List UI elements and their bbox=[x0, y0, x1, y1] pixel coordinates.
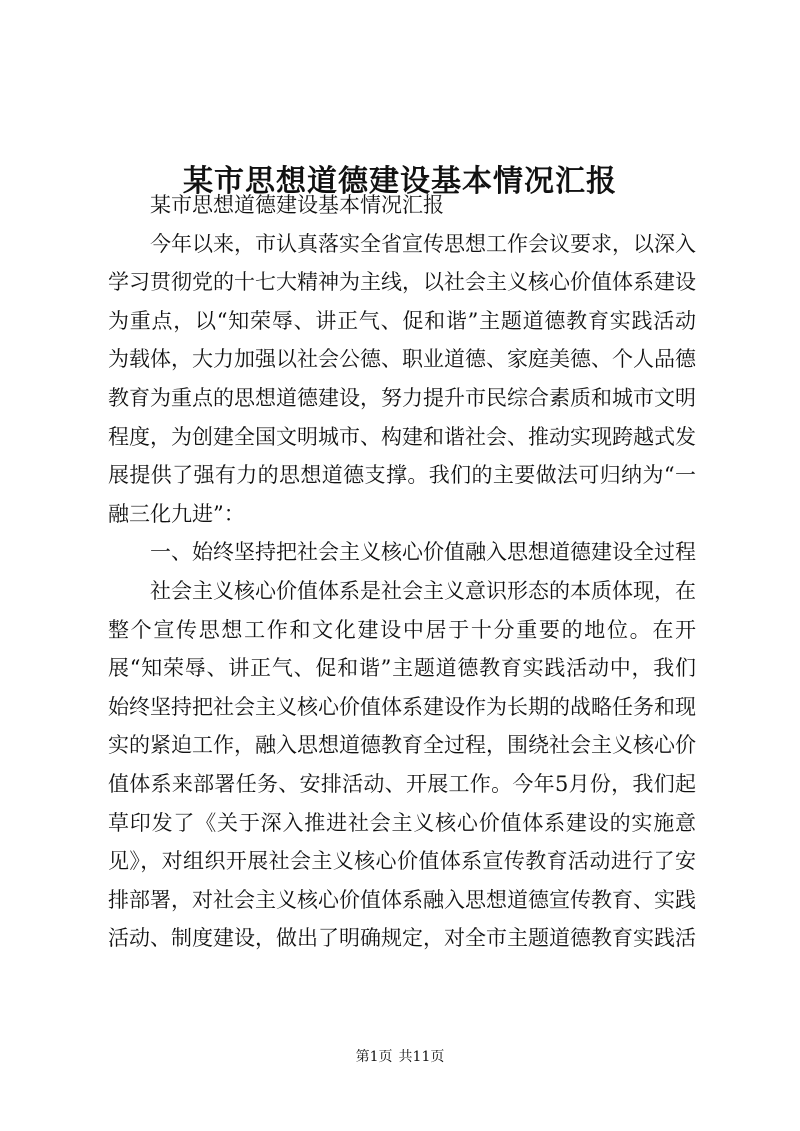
document-body bbox=[108, 186, 696, 958]
paragraph-intro: 今年以来，市认真落实全省宣传思想工作会议要求，以深入学习贯彻党的十七大精神为主线，以社会主义核心价值体系建设为重点，以“知荣辱、讲正气、促和谐”主题道德教育实践活动为载体，大力加强以社会公德、职业道德、家庭美德、个人品德教育为重点的思想道德建设，努力提升市民综合素质和城市文明程度，为创建全国文明城市、构建和谐社会、推动实现跨越式发展提供了强有力的思想道德支撑。我们的主要做法可归纳为“一融三化九进”： bbox=[108, 231, 696, 526]
paragraph-subtitle: 某市思想道德建设基本情况汇报 bbox=[150, 193, 444, 217]
section-heading-1: 一、始终坚持把社会主义核心价值融入思想道德建设全过程 bbox=[150, 540, 696, 565]
page-number: 第1页 bbox=[355, 1049, 393, 1065]
page-footer bbox=[0, 1047, 800, 1067]
page-total: 共11页 bbox=[398, 1049, 445, 1065]
paragraph-section-1: 社会主义核心价值体系是社会主义意识形态的本质体现，在整个宣传思想工作和文化建设中居于十分重要的地位。在开展“知荣辱、讲正气、促和谐”主题道德教育实践活动中，我们始终坚持把社会主义核心价值体系建设作为长期的战略任务和现实的紧迫工作，融入思想道德教育全过程，围绕社会主义核心价值体系来部署任务、安排活动、开展工作。今年5月份，我们起草印发了《关于深入推进社会主义核心价值体系建设的实施意见》，对组织开展社会主义核心价值体系宣传教育活动进行了安排部署，对社会主义核心价值体系融入思想道德宣传教育、实践活动、制度建设，做出了明确规定，对全市主题道德教育实践活 bbox=[108, 578, 696, 951]
document-title: 某市思想道德建设基本情况汇报 bbox=[183, 164, 617, 200]
